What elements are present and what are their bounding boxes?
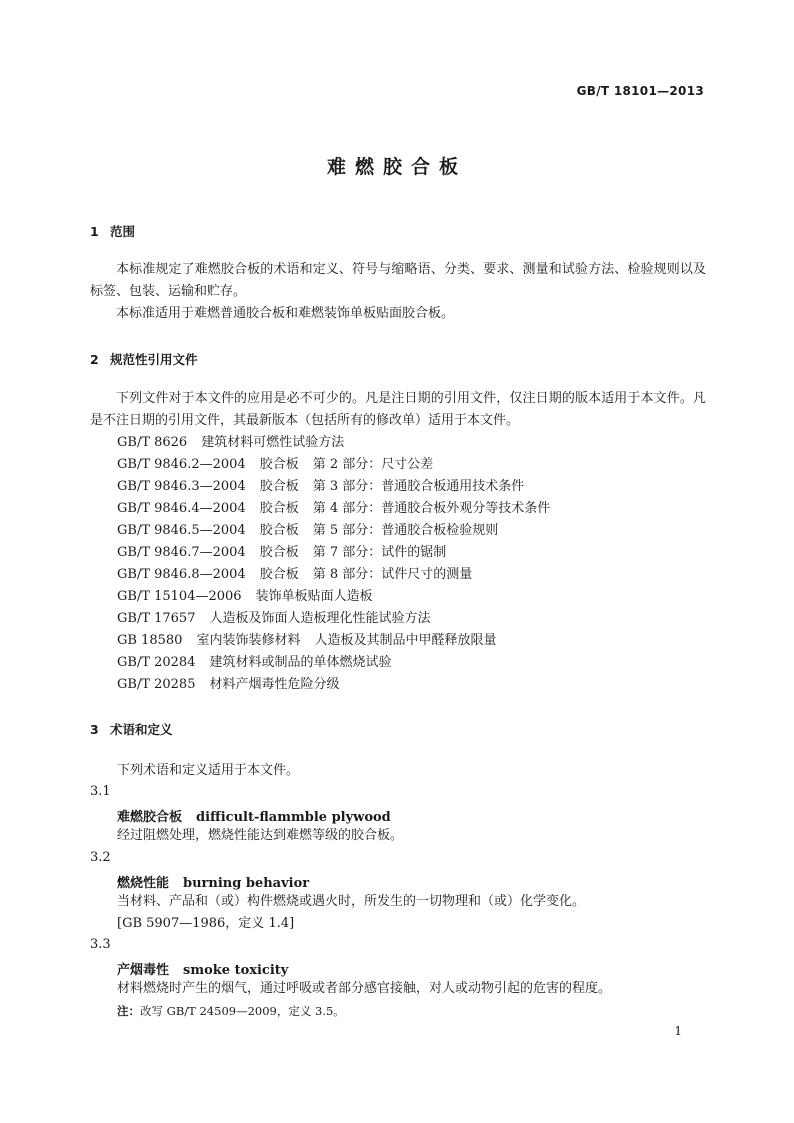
term-entry <box>117 872 309 891</box>
section-heading-terms-and-definitions <box>90 720 173 738</box>
term-entry <box>117 806 391 825</box>
term-entry <box>117 959 288 978</box>
reference-item <box>117 498 550 520</box>
section-heading-normative-references <box>90 350 198 368</box>
reference-title: 建筑材料可燃性试验方法 <box>201 435 345 450</box>
reference-item <box>117 674 340 696</box>
term-note <box>117 1003 345 1019</box>
reference-item <box>117 586 373 608</box>
references-intro: 下列文件对于本文件的应用是必不可少的。凡是注日期的引用文件，仅注日期的版本适用于本文件。凡是不注日期的引用文件，其最新版本（包括所有的修改单）适用于本文件。 <box>90 391 706 428</box>
reference-part: 第 3 部分：普通胶合板通用技术条件 <box>312 479 525 494</box>
scope-paragraph-2: 本标准适用于难燃普通胶合板和难燃装饰单板贴面胶合板。 <box>116 306 455 321</box>
section-number: 3 <box>90 722 99 737</box>
reference-title: 材料产烟毒性危险分级 <box>209 677 340 692</box>
reference-code: GB/T 15104—2006 <box>117 589 242 604</box>
reference-title: 胶合板 <box>259 501 299 516</box>
term-definition: 材料燃烧时产生的烟气，通过呼吸或者部分感官接触，对人或动物引起的危害的程度。 <box>117 981 612 996</box>
section-heading-scope <box>90 222 135 240</box>
reference-code: GB 18580 <box>117 633 183 648</box>
reference-item <box>117 630 496 652</box>
term-number: 3.2 <box>90 850 111 865</box>
reference-part: 第 4 部分：普通胶合板外观分等技术条件 <box>312 501 551 516</box>
standard-number: GB/T 18101—2013 <box>576 84 704 98</box>
reference-part: 第 7 部分：试件的锯制 <box>312 545 447 560</box>
term-zh: 产烟毒性 <box>117 963 170 978</box>
reference-title: 胶合板 <box>259 457 299 472</box>
scope-paragraph-1: 本标准规定了难燃胶合板的术语和定义、符号与缩略语、分类、要求、测量和试验方法、检验规则以及标签、包装、运输和贮存。 <box>90 262 706 299</box>
reference-part: 人造板及其制品中甲醛释放限量 <box>314 633 497 648</box>
page-number: 1 <box>674 1024 682 1038</box>
reference-item <box>117 652 392 674</box>
term-en: difficult-flammble plywood <box>196 810 391 825</box>
reference-item <box>117 476 524 498</box>
reference-item <box>117 608 431 630</box>
reference-code: GB/T 17657 <box>117 611 196 626</box>
note-text: 改写 GB/T 24509—2009，定义 3.5。 <box>140 1004 345 1018</box>
section-title: 规范性引用文件 <box>110 352 198 367</box>
term-en: burning behavior <box>183 876 310 891</box>
reference-part: 第 8 部分：试件尺寸的测量 <box>312 567 473 582</box>
reference-code: GB/T 9846.8—2004 <box>117 567 246 582</box>
reference-item <box>117 432 344 454</box>
note-label: 注： <box>117 1004 140 1018</box>
term-number: 3.3 <box>90 937 111 952</box>
section-number: 1 <box>90 224 99 239</box>
reference-title: 胶合板 <box>259 479 299 494</box>
reference-item <box>117 454 433 476</box>
reference-code: GB/T 9846.5—2004 <box>117 523 246 538</box>
reference-item <box>117 520 498 542</box>
term-source: [GB 5907—1986，定义 1.4] <box>117 916 295 931</box>
term-zh: 燃烧性能 <box>117 876 170 891</box>
reference-title: 室内装饰装修材料 <box>196 633 301 648</box>
terms-intro: 下列术语和定义适用于本文件。 <box>117 763 300 778</box>
reference-code: GB/T 8626 <box>117 435 188 450</box>
document-title: 难燃胶合板 <box>326 156 467 178</box>
reference-code: GB/T 20285 <box>117 677 196 692</box>
reference-code: GB/T 9846.2—2004 <box>117 457 246 472</box>
reference-item <box>117 542 446 564</box>
term-en: smoke toxicity <box>183 963 289 978</box>
reference-title: 胶合板 <box>259 545 299 560</box>
term-number: 3.1 <box>90 784 111 799</box>
reference-title: 装饰单板贴面人造板 <box>255 589 373 604</box>
reference-title: 建筑材料或制品的单体燃烧试验 <box>209 655 392 670</box>
reference-item <box>117 564 472 586</box>
reference-code: GB/T 20284 <box>117 655 196 670</box>
term-zh: 难燃胶合板 <box>117 810 183 825</box>
term-definition: 当材料、产品和（或）构件燃烧或遇火时，所发生的一切物理和（或）化学变化。 <box>117 894 586 909</box>
term-definition: 经过阻燃处理，燃烧性能达到难燃等级的胶合板。 <box>117 828 404 843</box>
reference-part: 第 2 部分：尺寸公差 <box>312 457 434 472</box>
reference-title: 胶合板 <box>259 567 299 582</box>
reference-title: 人造板及饰面人造板理化性能试验方法 <box>209 611 431 626</box>
reference-code: GB/T 9846.7—2004 <box>117 545 246 560</box>
reference-title: 胶合板 <box>259 523 299 538</box>
reference-code: GB/T 9846.4—2004 <box>117 501 246 516</box>
reference-part: 第 5 部分：普通胶合板检验规则 <box>312 523 499 538</box>
section-number: 2 <box>90 352 99 367</box>
section-title: 术语和定义 <box>110 722 173 737</box>
reference-code: GB/T 9846.3—2004 <box>117 479 246 494</box>
section-title: 范围 <box>110 224 136 239</box>
